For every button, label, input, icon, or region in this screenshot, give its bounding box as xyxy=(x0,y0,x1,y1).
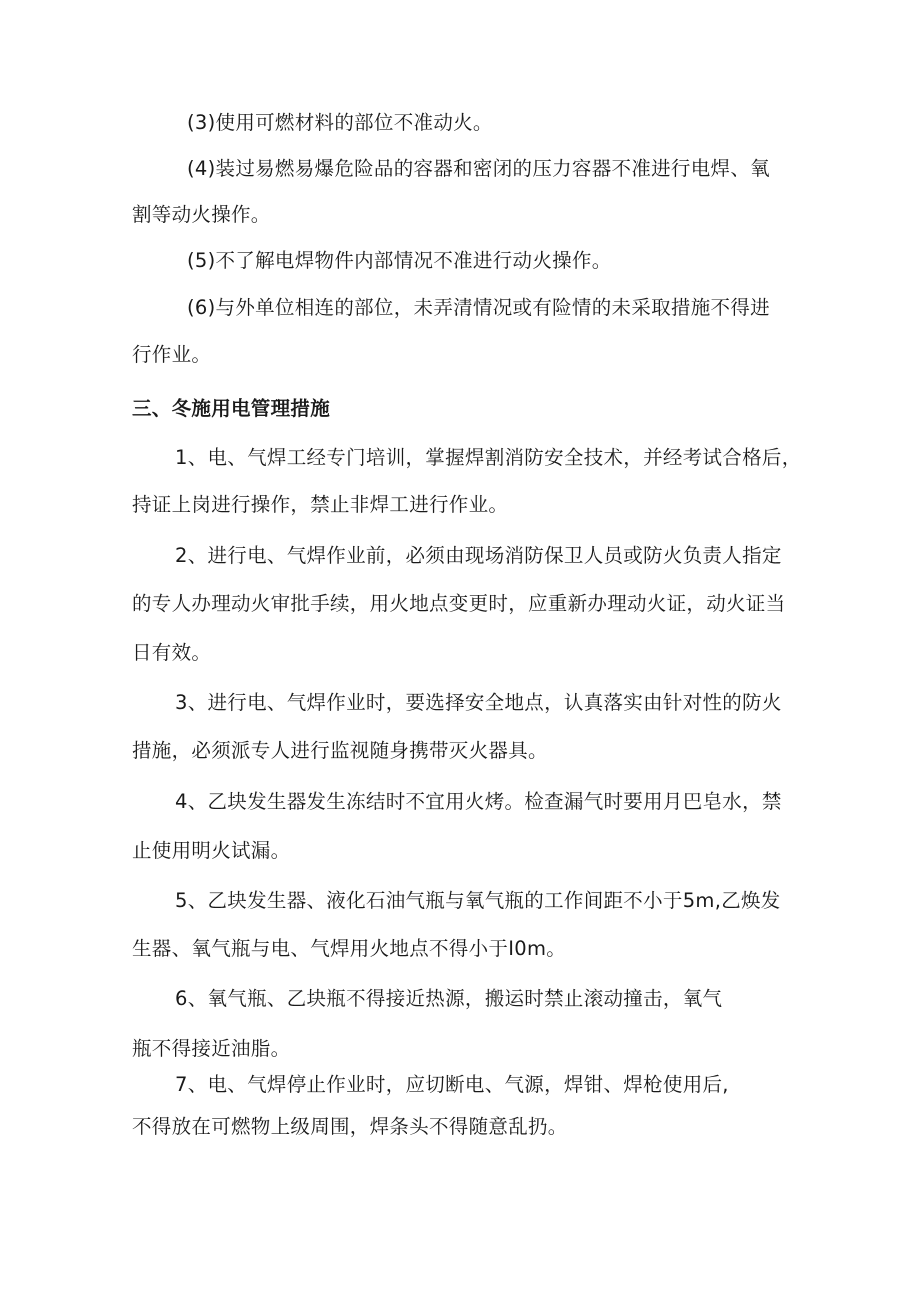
rule-4-line-1: 4、乙块发生器发生冻结时不宜用火烤。检查漏气时要用月巴皂水，禁 xyxy=(175,790,782,813)
rule-5-line-1: 5、乙块发生器、液化石油气瓶与氧气瓶的工作间距不小于5m,乙焕发 xyxy=(175,889,781,912)
rule-7-line-2: 不得放在可燃物上级周围，焊条头不得随意乱扔。 xyxy=(132,1115,568,1138)
rule-6-line-1: 6、氧气瓶、乙块瓶不得接近热源，搬运时禁止滚动撞击，氧气 xyxy=(175,987,723,1010)
rule-7-line-1: 7、电、气焊停止作业时，应切断电、气源，焊钳、焊枪使用后, xyxy=(175,1073,729,1096)
paragraph-item-6-line-2: 行作业。 xyxy=(132,343,212,366)
rule-6-line-2: 瓶不得接近油脂。 xyxy=(132,1037,291,1060)
paragraph-item-3: (3)使用可燃材料的部位不准动火。 xyxy=(187,111,493,134)
rule-2-line-3: 日有效。 xyxy=(132,641,212,664)
section-heading: 三、冬施用电管理措施 xyxy=(132,397,331,420)
paragraph-item-4-line-2: 割等动火操作。 xyxy=(132,203,271,226)
rule-5-line-2: 生器、氧气瓶与电、气焊用火地点不得小于I0m。 xyxy=(132,937,567,960)
rule-4-line-2: 止使用明火试漏。 xyxy=(132,839,291,862)
rule-2-line-2: 的专人办理动火审批手续，用火地点变更时，应重新办理动火证，动火证当 xyxy=(132,592,786,615)
paragraph-item-6-line-1: (6)与外单位相连的部位，未弄清情况或有险情的未采取措施不得进 xyxy=(187,296,770,319)
paragraph-item-5: (5)不了解电焊物件内部情况不准进行动火操作。 xyxy=(187,249,612,272)
paragraph-item-4-line-1: (4)装过易燃易爆危险品的容器和密闭的压力容器不准进行电焊、氧 xyxy=(187,157,770,180)
rule-2-line-1: 2、进行电、气焊作业前，必须由现场消防保卫人员或防火负责人指定 xyxy=(175,544,782,567)
rule-3-line-2: 措施，必须派专人进行监视随身携带灭火器具。 xyxy=(132,739,548,762)
rule-1-line-2: 持证上岗进行操作，禁止非焊工进行作业。 xyxy=(132,493,509,516)
rule-3-line-1: 3、进行电、气焊作业时，要选择安全地点，认真落实由针对性的防火 xyxy=(175,691,782,714)
rule-1-line-1: 1、电、气焊工经专门培训，掌握焊割消防安全技术，并经考试合格后， xyxy=(175,446,802,469)
